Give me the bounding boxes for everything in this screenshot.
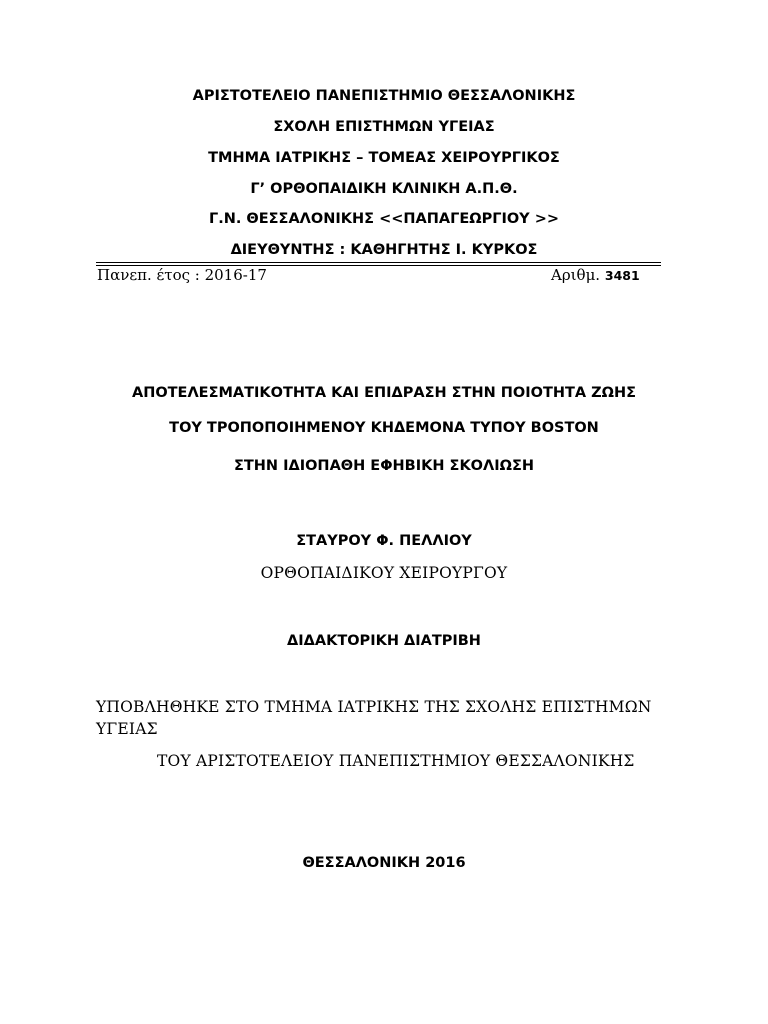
place-and-date: ΘΕΣΣΑΛΟΝΙΚΗ 2016 [302, 855, 466, 871]
header-clinic: Γ’ ΟΡΘΟΠΑΙΔΙΚΗ ΚΛΙΝΙΚΗ Α.Π.Θ. [250, 181, 518, 197]
document-number [551, 266, 640, 284]
author-role: ΟΡΘΟΠΑΙΔΙΚΟΥ ΧΕΙΡΟΥΡΓΟΥ [260, 564, 508, 582]
submission-line-2: ΥΓΕΙΑΣ [96, 720, 158, 738]
thesis-title-line-2: ΤΟΥ ΤΡΟΠΟΠΟΙΗΜΕΝΟΥ ΚΗΔΕΜΟΝΑ ΤΥΠΟΥ BOSTON [169, 420, 599, 436]
submission-line-3: ΤΟΥ ΑΡΙΣΤΟΤΕΛΕΙΟΥ ΠΑΝΕΠΙΣΤΗΜΙΟΥ ΘΕΣΣΑΛΟΝΙΚΗΣ [157, 752, 635, 770]
header-rule-top [96, 262, 661, 263]
thesis-title-line-1: ΑΠΟΤΕΛΕΣΜΑΤΙΚΟΤΗΤΑ ΚΑΙ ΕΠΙΔΡΑΣΗ ΣΤΗΝ ΠΟΙΟΤΗΤΑ ΖΩΗΣ [131, 385, 637, 401]
author-name: ΣΤΑΥΡΟΥ Φ. ΠΕΛΛΙΟΥ [296, 533, 472, 549]
header-hospital: Γ.Ν. ΘΕΣΣΑΛΟΝΙΚΗΣ <<ΠΑΠΑΓΕΩΡΓΙΟΥ >> [208, 211, 560, 227]
academic-year: Πανεπ. έτος : 2016-17 [97, 266, 267, 284]
document-type: ΔΙΔΑΚΤΟΡΙΚΗ ΔΙΑΤΡΙΒΗ [287, 633, 481, 649]
thesis-title-line-3: ΣΤΗΝ ΙΔΙΟΠΑΘΗ ΕΦΗΒΙΚΗ ΣΚΟΛΙΩΣΗ [233, 458, 534, 474]
header-university: ΑΡΙΣΤΟΤΕΛΕΙΟ ΠΑΝΕΠΙΣΤΗΜΙΟ ΘΕΣΣΑΛΟΝΙΚΗΣ [192, 88, 576, 104]
document-number-value: 3481 [604, 268, 640, 283]
header-director: ΔΙΕΥΘΥΝΤΗΣ : ΚΑΘΗΓΗΤΗΣ Ι. ΚΥΡΚΟΣ [230, 242, 538, 258]
document-number-label: Αριθμ. [551, 266, 601, 284]
header-school: ΣΧΟΛΗ ΕΠΙΣΤΗΜΩΝ ΥΓΕΙΑΣ [273, 119, 495, 135]
header-department: ΤΜΗΜΑ ΙΑΤΡΙΚΗΣ – ΤΟΜΕΑΣ ΧΕΙΡΟΥΡΓΙΚΟΣ [208, 150, 560, 166]
submission-line-1: ΥΠΟΒΛΗΘΗΚΕ ΣΤΟ ΤΜΗΜΑ ΙΑΤΡΙΚΗΣ ΤΗΣ ΣΧΟΛΗΣ ΕΠΙΣΤΗΜΩΝ [96, 698, 652, 716]
